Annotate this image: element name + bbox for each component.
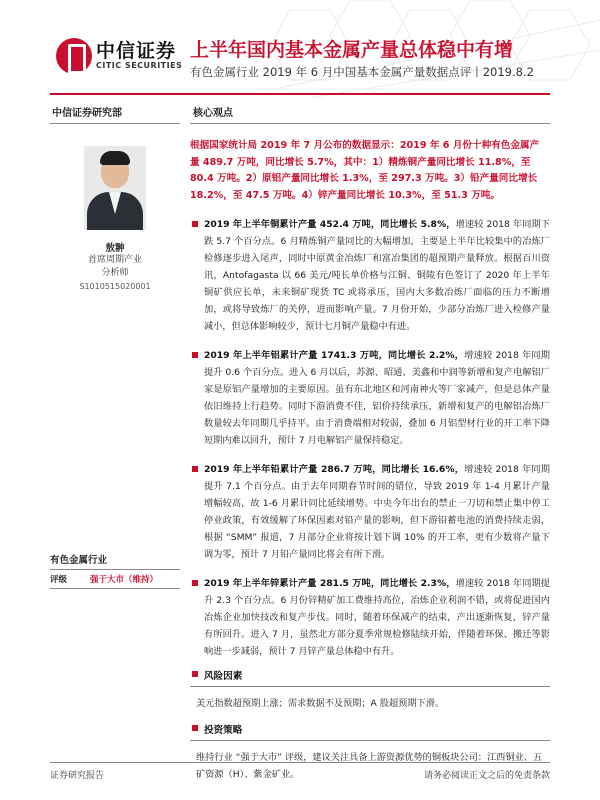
analyst-license-code: S1010515020001 — [79, 282, 151, 291]
rating-label: 评级 — [50, 575, 68, 585]
lead-metal-paragraph — [190, 461, 550, 563]
aluminum-lead: 2019 年上半年铝累计产量 1741.3 万吨，同比增长 2.2%， — [204, 350, 465, 361]
core-views-heading: 核心观点 — [190, 104, 550, 124]
citic-logo — [56, 38, 182, 74]
zinc-lead: 2019 年上半年锌累计产量 281.5 万吨，同比增长 2.3%， — [204, 578, 456, 589]
analyst-photo — [84, 146, 146, 230]
industry-rating — [50, 552, 180, 589]
footer-report-type: 证券研究报告 — [50, 771, 105, 781]
header-divider — [50, 93, 550, 95]
report-header — [0, 0, 600, 98]
rating-row — [50, 570, 180, 589]
summary-text: 根据国家统计局 2019 年 7 月公布的数据显示：2019 年 6 月份十种有色金属产量 489.7 万吨，同比增长 5.7%，其中：1）精炼铜产量同比增长 11.8%，至 80.4 万吨。2）原铝产量同比增长 1.3%，至 297.3 万吨。3）铅产量同比增长 18.2%，至 47.5 万吨。4）锌产量同比增长 10.3%，至 51.3 万吨。 — [190, 140, 540, 201]
bullet-square-icon — [192, 580, 198, 586]
risk-factors-heading — [190, 668, 550, 687]
analyst-name: 敖翀 — [105, 243, 125, 254]
bullet-square-icon — [192, 671, 198, 677]
analyst-title-line1: 首席周期产业 — [87, 255, 142, 265]
rating-industry: 有色金属行业 — [50, 552, 180, 570]
bullet-square-icon — [192, 725, 198, 731]
logo-name-cn: 中信证券 — [96, 40, 177, 62]
bullet-square-icon — [192, 352, 198, 358]
investment-strategy-text: 维持行业 “强于大市” 评级，建议关注具备上游资源优势的铜板块公司：江西铜业、五矿资源（H）、紫金矿业。 — [196, 752, 543, 780]
lead-metal-body: 增速较 2018 年同期提升 7.1 个百分点。由于去年同期春节时间的错位，导致 2019 年 1-4 月累计产量增幅较高，故 1-6 月累计同比延续增势。中央今年出台的禁止一刀切和禁止集中停工停业政策，有效缓解了环保因素对铅产量的影响，但下游铅蓄电池的消费持续走弱，根据 “SMM” 报道，7 月部分企业将按计划下调 10% 的开工率，更有少数将产量下调为零，预计 7 月铅产量同比将会有所下滑。 — [204, 464, 550, 560]
analyst-info — [50, 240, 180, 291]
zinc-body: 增速较 2018 年同期提升 2.3 个百分点。6 月份锌精矿加工费维持高位，冶炼企业利润不错，或将促进国内冶炼企业加快技改和复产步伐。同时，随着环保减产的结束，产出逐渐恢复，锌产量有所回升。进入 7 月，虽然北方部分夏季常规检修陆续开始，伴随着环保、搬迁等影响进一步减弱，预计 7 月锌产量总体稳中有升。 — [204, 578, 550, 657]
aluminum-body: 增速较 2018 年同期提升 0.6 个百分点。进入 6 月以后，苏源、昭通、美鑫和中润等新增和复产电解铝厂家是原铝产量增加的主要原因。虽有东北地区和河南神火等厂家减产，但是总体产量依旧维持上行趋势。同时下游消费不佳，铝价持续承压，新增和复产的电解铝冶炼厂数量较去年同期几乎持平。由于消费端相对较弱，叠加 6 月铝型材行业的开工率下降短期内难以回升，预计 7 月电解铝产量保持稳定。 — [204, 350, 550, 446]
report-title: 上半年国内基本金属产量总体稳中有增 — [190, 39, 514, 61]
bullet-square-icon — [192, 466, 198, 472]
risk-factors-title: 风险因素 — [204, 671, 243, 682]
aluminum-paragraph — [190, 347, 550, 449]
lead-metal-lead: 2019 年上半年铅累计产量 286.7 万吨，同比增长 16.6%， — [204, 464, 465, 475]
investment-strategy-heading — [190, 722, 550, 741]
zinc-paragraph — [190, 575, 550, 660]
footer-divider — [50, 762, 550, 763]
risk-factors-text: 美元指数超预期上涨；需求数据不及预期；A 股超预期下滑。 — [196, 698, 445, 709]
copper-paragraph — [190, 216, 550, 335]
sidebar — [50, 104, 180, 291]
citic-logo-icon — [56, 38, 92, 74]
copper-body: 增速较 2018 年同期下跌 5.7 个百分点。6 月精炼铜产量同比的大幅增加，主要是上半年比较集中的冶炼厂检修逐步进入尾声，同时中原黄金冶炼厂和富冶集团的超预期产量释放。根据百川资讯，Antofagasta 以 66 美元/吨长单价格与江铜、铜陵有色签订了 2020 年上半年铜矿供应长单，未来铜矿现货 TC 或将承压，国内大多数冶炼厂面临的压力不断增加，或将导致炼厂的关停，进而影响产量。7 月份开始，少部分冶炼厂进入检修产量减小，但总体影响较少，预计七月铜产量稳中有进。 — [204, 219, 550, 332]
footer-disclaimer: 请务必阅读正文之后的免责条款 — [423, 771, 550, 781]
analyst-title-line2: 分析师 — [101, 268, 129, 278]
investment-strategy-title: 投资策略 — [204, 725, 243, 736]
main-content — [190, 104, 550, 783]
report-subtitle: 有色金属行业 2019 年 6 月中国基本金属产量数据点评丨2019.8.2 — [190, 65, 534, 79]
logo-name-en: CITIC SECURITIES — [96, 61, 183, 70]
copper-lead: 2019 年上半年铜累计产量 452.4 万吨，同比增长 5.8%， — [204, 219, 456, 230]
bullet-square-icon — [192, 221, 198, 227]
rating-value: 强于大市（维持） — [90, 575, 159, 585]
research-department: 中信证券研究部 — [50, 104, 180, 124]
